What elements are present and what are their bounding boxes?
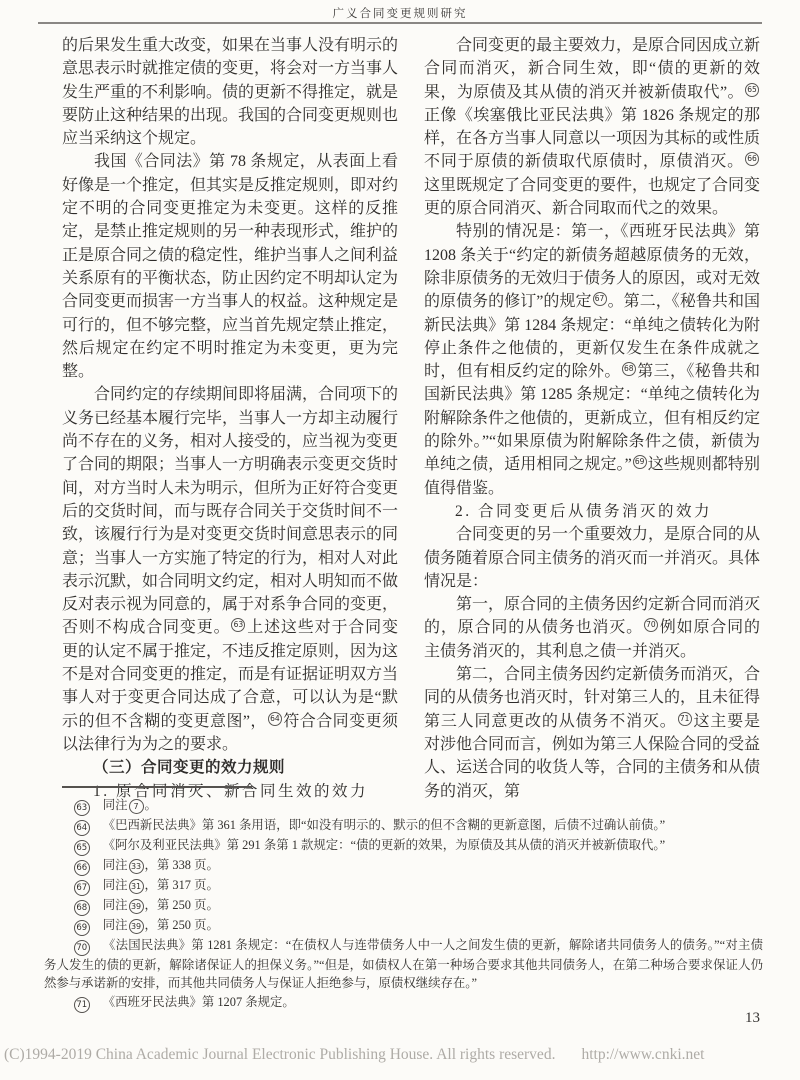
page-number: 13 [745, 1010, 760, 1026]
body-paragraph: 特别的情况是：第一，《西班牙民法典》第 1208 条关于“约定的新债务超越原债务的无效，除非原债务的无效归于债务人的原因，或对无效的原债务的修订”的规定 67 。第二，《秘鲁共和国新民法典》第 1284 条规定：“单纯之债转化为附停止条件之他债的，更新仅发生在条件成就之时，但有相反约定的除外。 68 第三，《秘鲁共和国新民法典》第 1285 条规定：“单纯之债转化为附解除条件之他债的，更新成立，但有相反约定的除外。”“如果原债为附解除条件之债，新债为单纯之债，适用相同之规定。” 69 这些规则都特别值得借鉴。 [424, 223, 761, 497]
footnote-ref-66: 66 [745, 152, 759, 166]
footnote-item-66: 66 同注 33 ，第 338 页。 [44, 856, 763, 876]
footnote-ref-63: 63 [231, 618, 245, 632]
footnote-number: 70 [74, 940, 90, 956]
header-rule [38, 22, 762, 24]
body-paragraph: 合同变更的最主要效力，是原合同因成立新合同而消灭，新合同生效，即“债的更新的效果，为原债及其从债的消灭并被新债取代”。 65正像《埃塞俄比亚民法典》第 1826 条规定的那样，在各方当事人同意以一项因为其标的或性质不同于原债的新债取代原债时，原债消灭。 66这里既规定了合同变更的要件，也规定了合同变更的原合同消灭、新合同取而代之的效果。 [424, 37, 761, 218]
footnote-ref-65: 65 [745, 83, 759, 97]
footnote-item-67: 67 同注 31 ，第 317 页。 [44, 876, 763, 896]
footnote-number: 63 [74, 800, 90, 816]
footnote-item-70: 70 《法国民法典》第 1281 条规定：“在债权人与连带债务人中一人之间发生债的更新，解除诸共同债务人的债务。”“对主债务人发生的债的更新，解除诸保证人的担保义务。”“但是，如债权人在第一种场合要求其他共同债务人，在第二种场合要求保证人仍然参与承诺新的安排，而其他共同债务人与保证人拒绝参与，原债权继续存在。” [44, 938, 763, 991]
footnote-item-68: 68 同注 39 ，第 250 页。 [44, 896, 763, 916]
left-column [62, 34, 398, 803]
body-paragraph: 第二，合同主债务因约定新债务而消灭，合同的从债务也消灭时，针对第三人的，且未征得第三人同意更改的从债务不消灭。 71 这主要是对涉他合同而言，例如为第三人保险合同的受益人、运送合同的收货人等，合同的主债务和从债务的消灭，第 [424, 666, 761, 800]
copyright-url: http://www.cnki.net [581, 1046, 705, 1063]
footnotes-section [44, 796, 763, 1013]
body-paragraph: 的后果发生重大改变，如果在当事人没有明示的意思表示时就推定债的变更，将会对一方当事人发生严重的不利影响。债的更新不得推定，就是要防止这种结果的出现。我国的合同变更规则也应当采纳这个规定。 [62, 37, 399, 148]
footnote-number: 64 [74, 820, 90, 836]
section-heading: 1. 原合同消灭、新合同生效的效力 [93, 782, 369, 800]
note-crossref-31: 31 [129, 879, 144, 894]
footnote-ref-68: 68 [622, 362, 636, 376]
body-paragraph: 合同约定的存续期间即将届满，合同项下的义务已经基本履行完毕，当事人一方却主动履行尚不存在的义务，相对人接受的，应当视为变更了合同的期限；当事人一方明确表示变更交货时间，对方当时人未为明示，但所为正好符合变更后的交货时间，而与既存合同关于交货时间不一致，该履行行为是对变更交货时间意思表示的同意；当事人一方实施了特定的行为，相对人对此表示沉默，如合同明文约定，相对人明知而不做反对表示视为同意的，属于对系争合同的变更，否则不构成合同变更。 63 上述这些对于合同变更的认定不属于推定，不违反推定原则，因为这不是对合同变更的推定，而是有证据证明双方当事人对于变更合同达成了合意，可以认为是“默示的但不含糊的变更意图”， 64 符合合同变更须以法律行为为之的要求。 [62, 386, 399, 753]
running-head-title: 广义合同变更规则研究 [332, 8, 468, 20]
footnote-item-71: 71 《西班牙民法典》第 1207 条规定。 [44, 993, 763, 1013]
footnote-number: 65 [74, 840, 90, 856]
note-crossref-7: 7 [129, 799, 144, 814]
footnote-separator-rule [62, 786, 252, 788]
footnote-ref-70: 70 [644, 618, 658, 632]
footnote-ref-71: 71 [678, 712, 692, 726]
footnote-ref-67: 67 [593, 292, 607, 306]
footnote-item-65: 65 《阿尔及利亚民法典》第 291 条第 1 款规定：“债的更新的效果，为原债及其从债的消灭并被新债取代。” [44, 836, 763, 856]
copyright-text: (C)1994-2019 China Academic Journal Electronic Publishing House. All rights reserved. [4, 1046, 556, 1063]
footnote-number: 66 [74, 860, 90, 876]
footnote-item-63: 63 同注 7 。 [44, 796, 763, 816]
body-paragraph: 合同变更的另一个重要效力，是原合同的从债务随着原合同主债务的消灭而一并消灭。具体情况是： [424, 526, 761, 590]
copyright-line [4, 1046, 704, 1064]
footnote-item-69: 69 同注 39 ，第 250 页。 [44, 916, 763, 936]
section-heading: 2. 合同变更后从债务消灭的效力 [455, 502, 713, 520]
footnote-number: 68 [74, 900, 90, 916]
footnote-number: 69 [74, 920, 90, 936]
body-paragraph: 第一，原合同的主债务因约定新合同而消灭的，原合同的从债务也消灭。 70 例如原合同的主债务消灭的，其利息之债一并消灭。 [424, 596, 761, 660]
footnote-ref-69: 69 [633, 455, 647, 469]
section-heading: （三）合同变更的效力规则 [93, 759, 286, 777]
footnote-number: 71 [74, 997, 90, 1013]
note-crossref-39: 39 [129, 919, 144, 934]
note-crossref-39: 39 [129, 899, 144, 914]
footnote-number: 67 [74, 880, 90, 896]
right-column [424, 34, 760, 803]
note-crossref-33: 33 [129, 859, 144, 874]
two-column-body [62, 34, 760, 803]
body-paragraph: 我国《合同法》第 78 条规定，从表面上看好像是一个推定，但其实是反推定规则，即对约定不明的合同变更推定为未变更。这样的反推定，是禁止推定规则的另一种表现形式，维护的正是原合同之债的稳定性，维护当事人之间利益关系原有的平衡状态，防止因约定不明却认定为合同变更而损害一方当事人的权益。这种规定是可行的，但不够完整，应当首先规定禁止推定，然后规定在约定不明时推定为未变更，更为完整。 [62, 153, 399, 381]
footnote-ref-64: 64 [268, 712, 282, 726]
footnote-item-64: 64 《巴西新民法典》第 361 条用语，即“如没有明示的、默示的但不含糊的更新意图，后债不过确认前债。” [44, 816, 763, 836]
